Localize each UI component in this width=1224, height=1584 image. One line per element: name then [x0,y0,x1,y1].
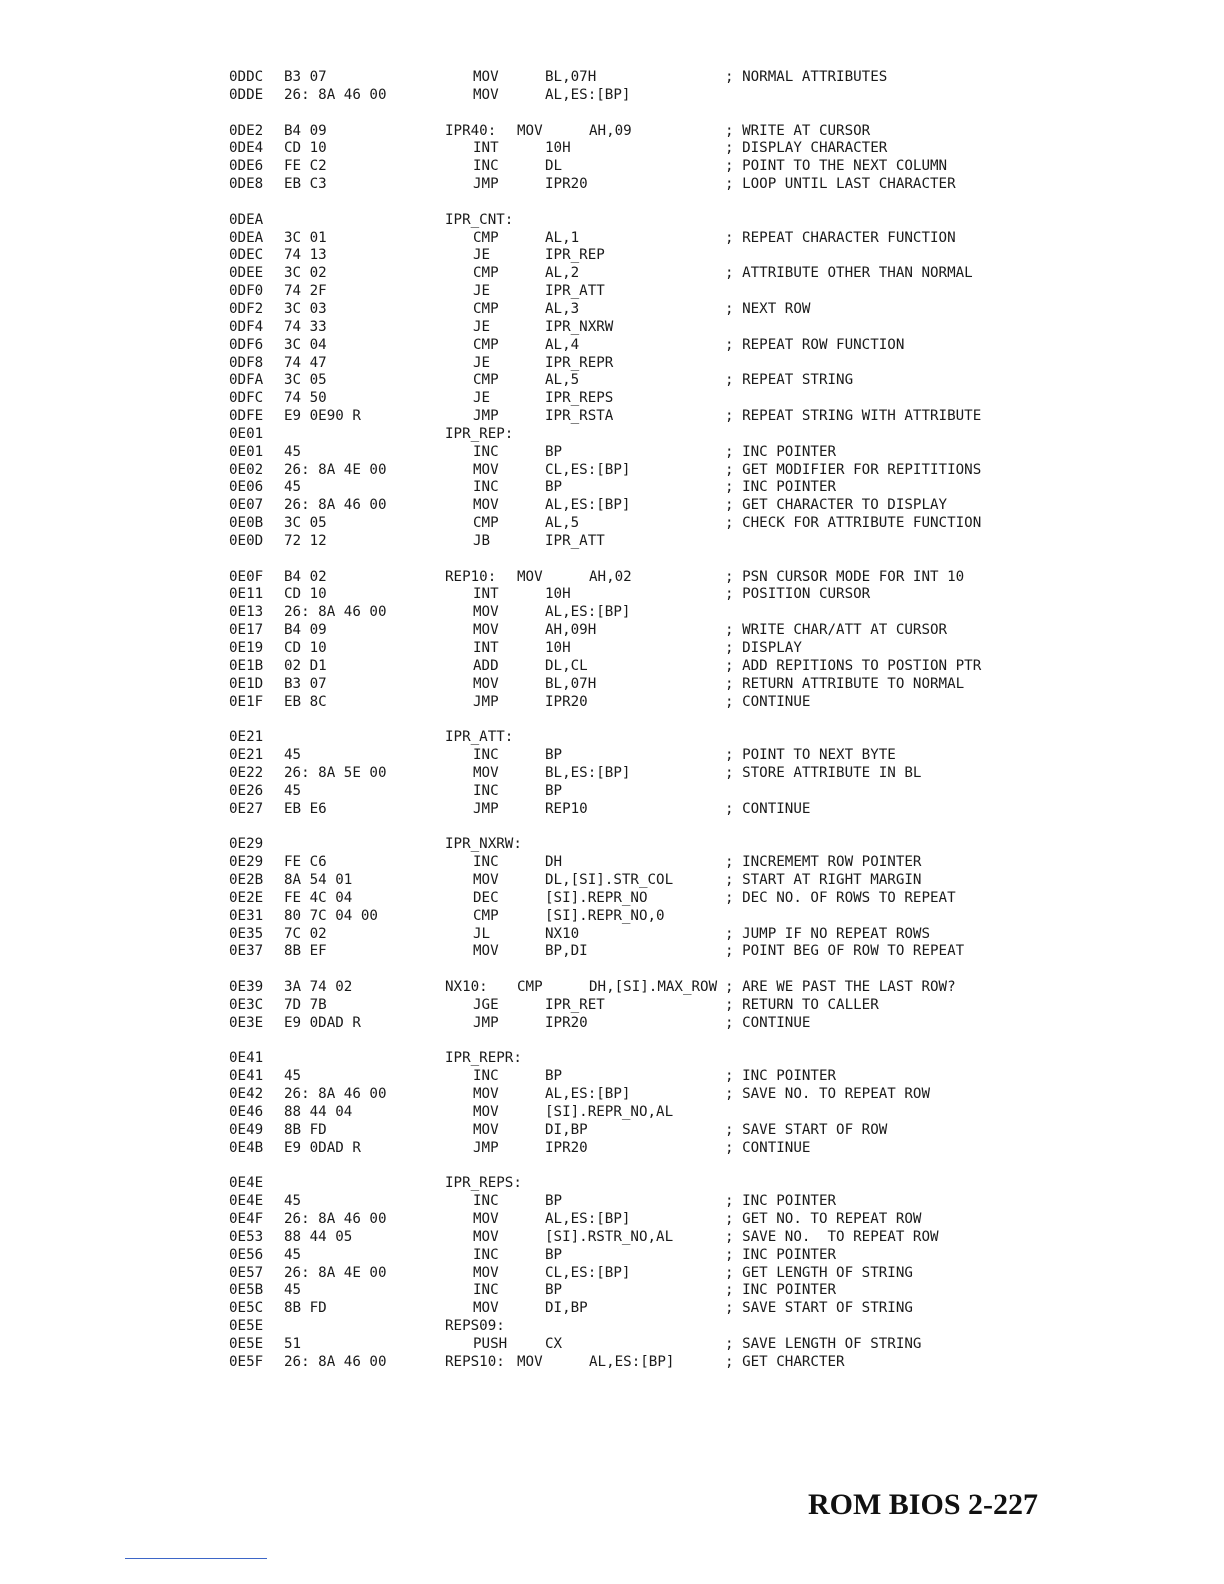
address: 0E4E [229,1193,264,1210]
opcode: MOV [473,764,499,781]
machine-code: EB E6 [284,800,327,817]
opcode: INC [473,1246,499,1263]
comment: ; REPEAT ROW FUNCTION [725,336,905,353]
address: 0E19 [229,640,264,656]
operand: DI,BP [545,1300,588,1317]
operand: IPR_ATT [545,532,605,549]
address: 0E46 [229,1103,264,1120]
address: 0E39 [229,979,264,996]
address: 0E13 [229,604,264,621]
address: 0E01 [229,425,264,442]
operand: BP [545,1282,563,1299]
address: 0DFA [229,372,264,389]
label: REPS10: [445,1353,505,1370]
machine-code: 7C 02 [284,925,327,942]
machine-code: 51 [284,1335,302,1352]
opcode: MOV [473,86,499,103]
machine-code: FE C2 [284,158,327,175]
machine-code: 3C 03 [284,300,327,317]
machine-code: E9 0DAD R [284,1139,361,1156]
address: 0DFC [229,390,264,407]
machine-code: EB C3 [284,176,327,193]
comment: ; INC POINTER [725,1193,837,1210]
comment: ; CONTINUE [725,693,811,710]
address: 0DEA [229,229,264,246]
operand: IPR_NXRW [545,318,614,335]
address: 0E21 [229,747,264,764]
opcode: MOV [473,622,499,639]
machine-code: 74 13 [284,247,327,264]
label: IPR_REP: [445,425,514,442]
comment: ; WRITE CHAR/ATT AT CURSOR [725,622,948,639]
comment: ; POINT BEG OF ROW TO REPEAT [725,943,965,960]
machine-code: 3A 74 02 [284,979,353,996]
opcode: JMP [473,693,499,710]
machine-code: CD 10 [284,640,327,656]
opcode: JMP [473,1014,499,1031]
address: 0DF0 [229,283,264,300]
operand: 10H [545,640,571,656]
opcode: MOV [473,604,499,621]
comment: ; REPEAT STRING [725,372,854,389]
address: 0E37 [229,943,264,960]
address: 0DE4 [229,140,264,157]
address: 0DEE [229,265,264,282]
address: 0E41 [229,1050,264,1067]
machine-code: 8B FD [284,1300,327,1317]
operand: CX [545,1335,563,1352]
opcode: INC [473,443,499,460]
operand: IPR_REPR [545,354,614,371]
comment: ; REPEAT STRING WITH ATTRIBUTE [725,408,982,425]
opcode: JMP [473,408,499,425]
address: 0E1B [229,657,264,674]
opcode: INT [473,586,499,603]
operand: BP [545,1246,563,1263]
opcode: INC [473,1193,499,1210]
operand: [SI].RSTR_NO,AL [545,1228,674,1245]
opcode: MOV [473,461,499,478]
machine-code: 45 [284,747,302,764]
address: 0E01 [229,443,264,460]
opcode: MOV [473,497,499,514]
operand: AH,09H [545,622,597,639]
operand: AL,3 [545,300,580,317]
opcode: CMP [473,907,499,924]
address: 0DFE [229,408,264,425]
address: 0E2B [229,871,264,888]
comment: ; STORE ATTRIBUTE IN BL [725,764,922,781]
label: REPS09: [445,1318,505,1335]
address: 0E42 [229,1086,264,1103]
address: 0E3C [229,996,264,1013]
label: IPR_ATT: [445,729,514,746]
machine-code: FE C6 [284,854,327,871]
comment: ; LOOP UNTIL LAST CHARACTER [725,176,956,193]
address: 0E56 [229,1246,264,1263]
opcode: INC [473,158,499,175]
comment: ; WRITE AT CURSOR [725,122,871,139]
machine-code: 88 44 04 [284,1103,353,1120]
address: 0DEC [229,247,264,264]
address: 0E1F [229,693,264,710]
address: 0E27 [229,800,264,817]
address: 0E5C [229,1300,264,1317]
comment: ; CHECK FOR ATTRIBUTE FUNCTION [725,515,982,532]
comment: ; RETURN TO CALLER [725,996,879,1013]
machine-code: 45 [284,443,302,460]
operand: AH,02 [589,568,632,585]
address: 0E4E [229,1175,264,1192]
operand: DH [545,854,563,871]
address: 0E4F [229,1211,264,1227]
address: 0E49 [229,1121,264,1138]
opcode: JE [473,318,491,335]
operand: IPR_REPS [545,390,614,407]
label: NX10: [445,979,488,996]
operand: NX10 [545,925,580,942]
comment: ; DEC NO. OF ROWS TO REPEAT [725,889,956,906]
machine-code: B4 09 [284,122,327,139]
address: 0DE6 [229,158,264,175]
address: 0E57 [229,1264,264,1281]
comment: ; ARE WE PAST THE LAST ROW? [725,979,956,996]
machine-code: 02 D1 [284,657,327,674]
comment: ; REPEAT CHARACTER FUNCTION [725,229,956,246]
opcode: JB [473,532,491,549]
operand: IPR_REP [545,247,605,264]
address: 0E02 [229,461,264,478]
opcode: CMP [473,265,499,282]
machine-code: 74 50 [284,390,327,407]
operand: BP [545,443,563,460]
address: 0E21 [229,729,264,746]
comment: ; PSN CURSOR MODE FOR INT 10 [725,568,965,585]
opcode: JE [473,283,491,300]
comment: ; GET NO. TO REPEAT ROW [725,1211,922,1227]
address: 0E26 [229,782,264,799]
machine-code: 45 [284,479,302,496]
address: 0E07 [229,497,264,514]
comment: ; NORMAL ATTRIBUTES [725,69,888,85]
operand: [SI].REPR_NO,AL [545,1103,674,1120]
operand: IPR_ATT [545,283,605,300]
address: 0E5F [229,1353,264,1370]
opcode: MOV [473,675,499,692]
opcode: PUSH [473,1335,508,1352]
machine-code: 26: 8A 46 00 [284,497,387,514]
machine-code: E9 0E90 R [284,408,361,425]
comment: ; CONTINUE [725,800,811,817]
operand: BP [545,479,563,496]
operand: DL,[SI].STR_COL [545,871,674,888]
operand: DL,CL [545,657,588,674]
address: 0E11 [229,586,264,603]
comment: ; INC POINTER [725,1282,837,1299]
address: 0E31 [229,907,264,924]
comment: ; INCREMEMT ROW POINTER [725,854,922,871]
operand: BP [545,1193,563,1210]
comment: ; INC POINTER [725,1246,837,1263]
opcode: INT [473,140,499,157]
operand: AL,5 [545,515,580,532]
address: 0E0D [229,532,264,549]
page-footer: ROM BIOS 2-227 [807,1488,1038,1521]
footer-rule [125,1558,267,1559]
opcode: INC [473,1068,499,1085]
machine-code: 45 [284,1246,302,1263]
operand: DL [545,158,563,175]
operand: AL,ES:[BP] [545,1211,631,1227]
comment: ; POINT TO NEXT BYTE [725,747,896,764]
opcode: JE [473,354,491,371]
operand: AL,ES:[BP] [545,86,631,103]
operand: AH,09 [589,122,632,139]
opcode: MOV [473,1103,499,1120]
machine-code: 72 12 [284,532,327,549]
comment: ; DISPLAY [725,640,802,656]
address: 0E5E [229,1335,264,1352]
operand: [SI].REPR_NO [545,889,648,906]
address: 0E0F [229,568,264,585]
operand: IPR20 [545,693,588,710]
machine-code: 80 7C 04 00 [284,907,378,924]
machine-code: 88 44 05 [284,1228,353,1245]
operand: BP [545,782,563,799]
address: 0DDE [229,86,264,103]
opcode: INT [473,640,499,656]
opcode: MOV [517,1353,543,1370]
comment: ; INC POINTER [725,443,837,460]
opcode: MOV [473,1121,499,1138]
operand: REP10 [545,800,588,817]
address: 0DE8 [229,176,264,193]
label: IPR_REPR: [445,1050,522,1067]
machine-code: 26: 8A 5E 00 [284,764,387,781]
machine-code: CD 10 [284,140,327,157]
comment: ; DISPLAY CHARACTER [725,140,888,157]
comment: ; ADD REPITIONS TO POSTION PTR [725,657,982,674]
comment: ; ATTRIBUTE OTHER THAN NORMAL [725,265,973,282]
address: 0E41 [229,1068,264,1085]
opcode: CMP [473,229,499,246]
opcode: MOV [473,871,499,888]
address: 0DF8 [229,354,264,371]
machine-code: 3C 05 [284,372,327,389]
machine-code: 45 [284,1068,302,1085]
operand: IPR20 [545,1139,588,1156]
machine-code: 45 [284,1282,302,1299]
label: IPR_REPS: [445,1175,522,1192]
opcode: DEC [473,889,499,906]
comment: ; POINT TO THE NEXT COLUMN [725,158,948,175]
opcode: MOV [473,943,499,960]
opcode: JMP [473,1139,499,1156]
machine-code: 74 47 [284,354,327,371]
address: 0E2E [229,889,264,906]
comment: ; CONTINUE [725,1139,811,1156]
address: 0DDC [229,69,264,85]
operand: BL,ES:[BP] [545,764,631,781]
machine-code: 3C 02 [284,265,327,282]
address: 0DEA [229,211,264,228]
operand: 10H [545,586,571,603]
operand: BP,DI [545,943,588,960]
machine-code: 26: 8A 46 00 [284,1353,387,1370]
comment: ; SAVE START OF ROW [725,1121,888,1138]
operand: BL,07H [545,69,597,85]
operand: BP [545,747,563,764]
opcode: CMP [473,336,499,353]
opcode: MOV [473,1300,499,1317]
address: 0E4B [229,1139,264,1156]
opcode: JMP [473,176,499,193]
opcode: MOV [517,122,543,139]
operand: DI,BP [545,1121,588,1138]
machine-code: 8A 54 01 [284,871,353,888]
address: 0E1D [229,675,264,692]
operand: AL,1 [545,229,580,246]
operand: 10H [545,140,571,157]
address: 0E5E [229,1318,264,1335]
machine-code: E9 0DAD R [284,1014,361,1031]
operand: IPR_RSTA [545,408,614,425]
address: 0DF4 [229,318,264,335]
opcode: JL [473,925,491,942]
operand: BP [545,1068,563,1085]
machine-code: 26: 8A 46 00 [284,1211,387,1227]
address: 0E53 [229,1228,264,1245]
machine-code: B3 07 [284,69,327,85]
label: REP10: [445,568,497,585]
comment: ; GET MODIFIER FOR REPITITIONS [725,461,982,478]
comment: ; SAVE NO. TO REPEAT ROW [725,1086,930,1103]
address: 0E35 [229,925,264,942]
address: 0E29 [229,854,264,871]
comment: ; POSITION CURSOR [725,586,871,603]
comment: ; INC POINTER [725,1068,837,1085]
opcode: MOV [473,1228,499,1245]
label: IPR_CNT: [445,211,514,228]
comment: ; GET LENGTH OF STRING [725,1264,913,1281]
machine-code: B4 02 [284,568,327,585]
operand: [SI].REPR_NO,0 [545,907,665,924]
operand: AL,ES:[BP] [545,497,631,514]
opcode: MOV [517,568,543,585]
operand: BL,07H [545,675,597,692]
address: 0E17 [229,622,264,639]
comment: ; GET CHARACTER TO DISPLAY [725,497,948,514]
machine-code: 26: 8A 46 00 [284,1086,387,1103]
opcode: JMP [473,800,499,817]
machine-code: B3 07 [284,675,327,692]
opcode: MOV [473,1264,499,1281]
machine-code: EB 8C [284,693,327,710]
machine-code: 3C 05 [284,515,327,532]
comment: ; START AT RIGHT MARGIN [725,871,922,888]
address: 0DF6 [229,336,264,353]
opcode: INC [473,854,499,871]
machine-code: B4 09 [284,622,327,639]
machine-code: 8B EF [284,943,327,960]
label: IPR_NXRW: [445,836,522,853]
comment: ; CONTINUE [725,1014,811,1031]
opcode: MOV [473,69,499,85]
address: 0E29 [229,836,264,853]
operand: AL,2 [545,265,580,282]
address: 0E22 [229,764,264,781]
operand: AL,ES:[BP] [589,1353,675,1370]
machine-code: 3C 04 [284,336,327,353]
comment: ; GET CHARCTER [725,1353,845,1370]
comment: ; NEXT ROW [725,300,811,317]
operand: DH,[SI].MAX_ROW [589,979,718,996]
operand: AL,ES:[BP] [545,604,631,621]
machine-code: 26: 8A 46 00 [284,604,387,621]
operand: IPR_RET [545,996,605,1013]
machine-code: 26: 8A 4E 00 [284,1264,387,1281]
comment: ; RETURN ATTRIBUTE TO NORMAL [725,675,965,692]
machine-code: FE 4C 04 [284,889,353,906]
comment: ; SAVE NO. TO REPEAT ROW [725,1228,939,1245]
comment: ; SAVE START OF STRING [725,1300,913,1317]
machine-code: 45 [284,1193,302,1210]
address: 0DE2 [229,122,264,139]
machine-code: 8B FD [284,1121,327,1138]
address: 0E5B [229,1282,264,1299]
machine-code: 3C 01 [284,229,327,246]
opcode: INC [473,1282,499,1299]
opcode: INC [473,747,499,764]
opcode: CMP [473,515,499,532]
machine-code: 26: 8A 4E 00 [284,461,387,478]
operand: CL,ES:[BP] [545,1264,631,1281]
comment: ; SAVE LENGTH OF STRING [725,1335,922,1352]
machine-code: 74 33 [284,318,327,335]
address: 0E3E [229,1014,264,1031]
opcode: JE [473,247,491,264]
opcode: INC [473,782,499,799]
machine-code: 74 2F [284,283,327,300]
comment: ; INC POINTER [725,479,837,496]
machine-code: 7D 7B [284,996,327,1013]
machine-code: 45 [284,782,302,799]
operand: IPR20 [545,176,588,193]
label: IPR40: [445,122,497,139]
opcode: CMP [473,300,499,317]
address: 0E0B [229,515,264,532]
opcode: CMP [517,979,543,996]
machine-code: 26: 8A 46 00 [284,86,387,103]
address: 0DF2 [229,300,264,317]
operand: AL,4 [545,336,580,353]
operand: AL,5 [545,372,580,389]
opcode: CMP [473,372,499,389]
opcode: ADD [473,657,499,674]
opcode: JGE [473,996,499,1013]
address: 0E06 [229,479,264,496]
opcode: INC [473,479,499,496]
operand: IPR20 [545,1014,588,1031]
comment: ; JUMP IF NO REPEAT ROWS [725,925,930,942]
operand: AL,ES:[BP] [545,1086,631,1103]
opcode: MOV [473,1211,499,1227]
opcode: MOV [473,1086,499,1103]
machine-code: CD 10 [284,586,327,603]
opcode: JE [473,390,491,407]
operand: CL,ES:[BP] [545,461,631,478]
